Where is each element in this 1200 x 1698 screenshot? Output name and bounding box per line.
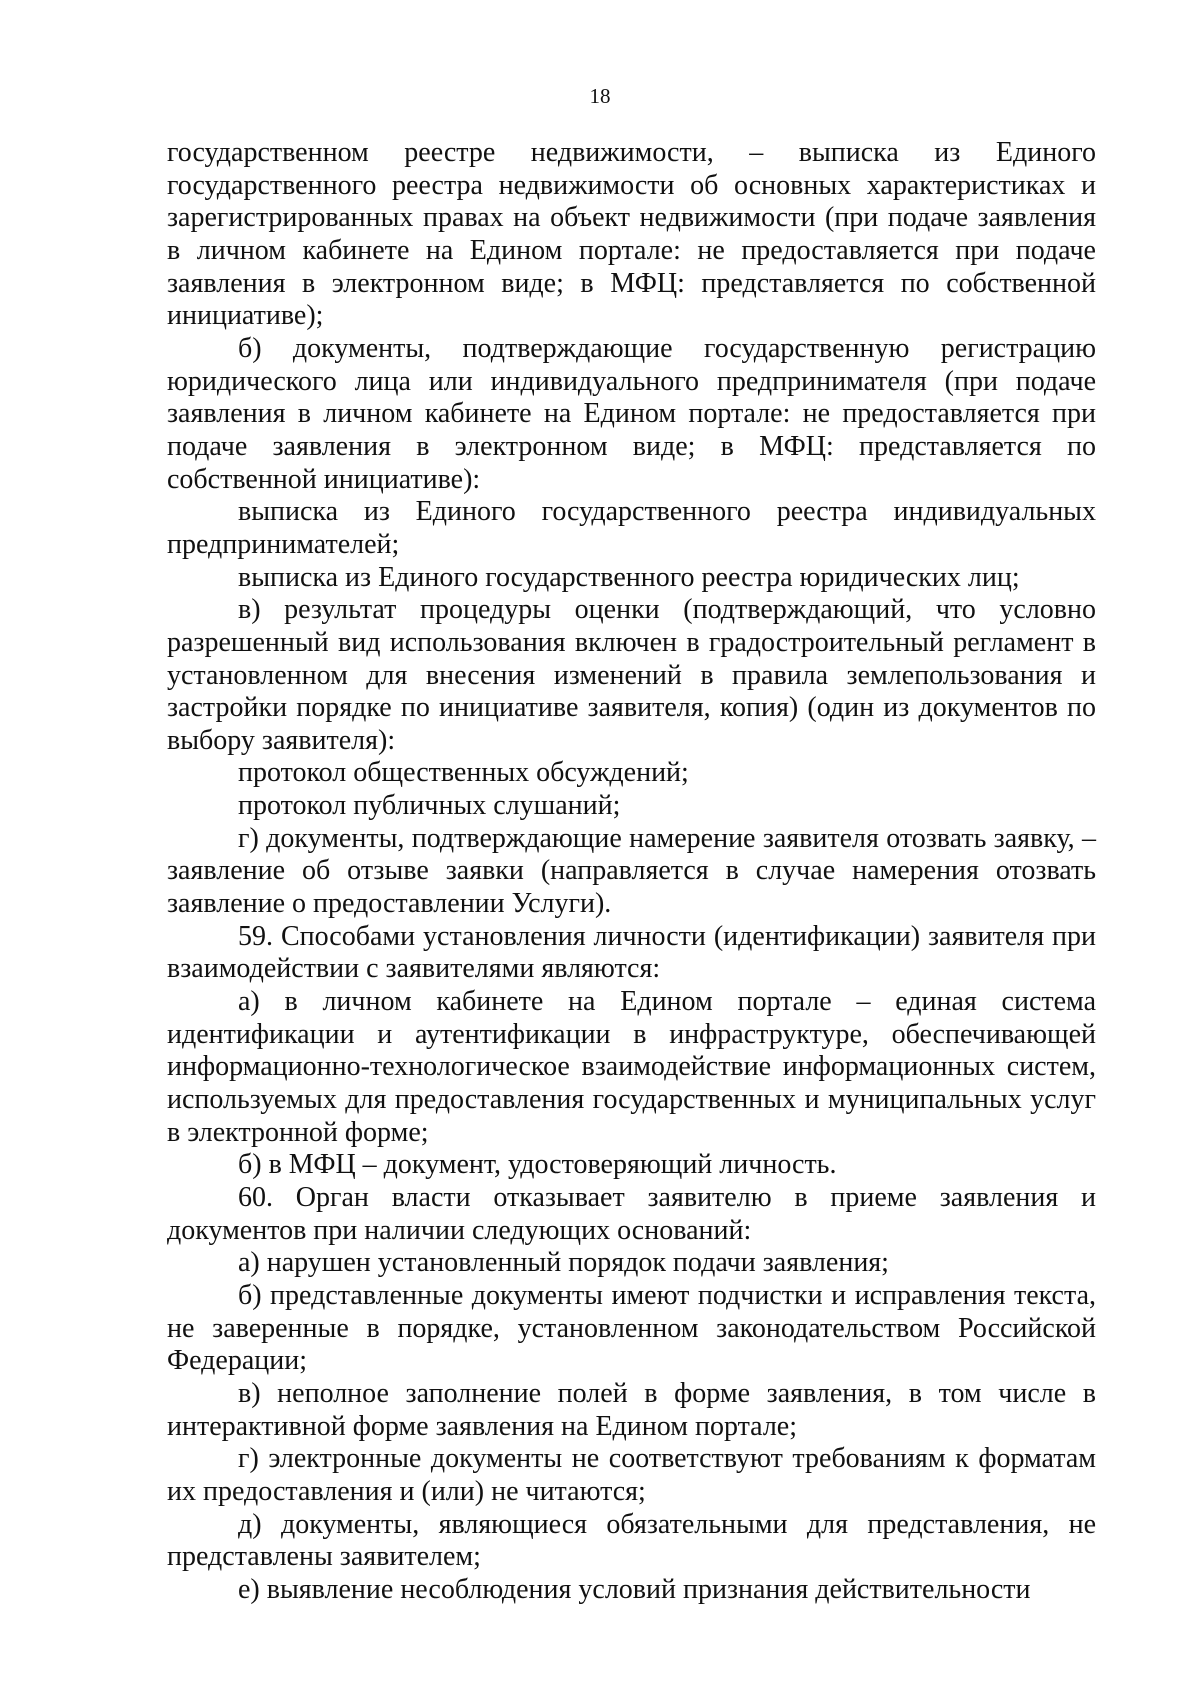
document-body	[167, 137, 1096, 1607]
paragraph-a-personal-account: а) в личном кабинете на Едином портале – единая система идентификации и аутентификации в инфраструктуре, обеспечивающей информационно-технологическое взаимодействие информационных систем, используемых для предоставления государственных и муниципальных услуг в электронной форме;	[167, 986, 1096, 1148]
paragraph-v-assessment-result: в) результат процедуры оценки (подтверждающий, что условно разрешенный вид использования включен в градостроительный регламент в установленном для внесения изменений в правила землепользования и застройки порядке по инициативе заявителя, копия) (один из документов по выбору заявителя):	[167, 594, 1096, 756]
paragraph-g-format-requirements: г) электронные документы не соответствуют требованиям к форматам их предоставления и (или) не читаются;	[167, 1443, 1096, 1507]
paragraph-v-incomplete-fields: в) неполное заполнение полей в форме заявления, в том числе в интерактивной форме заявления на Едином портале;	[167, 1377, 1096, 1442]
paragraph-egrul-extract: выписка из Единого государственного реестра юридических лиц;	[238, 561, 1020, 593]
paragraph-public-hearing-protocol: протокол публичных слушаний;	[238, 790, 621, 822]
paragraph-b-registration-docs: б) документы, подтверждающие государственную регистрацию юридического лица или индивидуального предпринимателя (при подаче заявления в личном кабинете на Едином портале: не предоставляется при подаче заявления в электронном виде; в МФЦ: представляется по собственной инициативе):	[167, 332, 1096, 495]
paragraph-g-withdrawal-docs: г) документы, подтверждающие намерение заявителя отозвать заявку, – заявление об отзыве заявки (направляется в случае намерения отозвать заявление о предоставлении Услуги).	[167, 822, 1096, 920]
paragraph-egrip-extract: выписка из Единого государственного реестра индивидуальных предпринимателей;	[167, 496, 1096, 560]
paragraph-b-erasures: б) представленные документы имеют подчистки и исправления текста, не заверенные в порядке, установленном законодательством Российской Федерации;	[167, 1279, 1096, 1377]
paragraph-59-identification: 59. Способами установления личности (идентификации) заявителя при взаимодействии с заявителями являются:	[167, 920, 1096, 985]
paragraph-60-refusal-grounds: 60. Орган власти отказывает заявителю в приеме заявления и документов при наличии следующих оснований:	[167, 1182, 1096, 1246]
paragraph-a-procedure-violated: а) нарушен установленный порядок подачи заявления;	[238, 1247, 889, 1279]
paragraph-public-discussion-protocol: протокол общественных обсуждений;	[238, 757, 689, 789]
paragraph-d-mandatory-docs: д) документы, являющиеся обязательными для представления, не представлены заявителем;	[167, 1508, 1096, 1573]
page-number: 18	[589, 84, 611, 108]
paragraph-b-mfc-identity: б) в МФЦ – документ, удостоверяющий личность.	[238, 1149, 837, 1181]
paragraph-e-validity-conditions: е) выявление несоблюдения условий признания действительности	[238, 1573, 1031, 1605]
paragraph-egrn-extract: государственном реестре недвижимости, – выписка из Единого государственного реестра недвижимости об основных характеристиках и зарегистрированных правах на объект недвижимости (при подаче заявления в личном кабинете на Едином портале: не предоставляется при подаче заявления в электронном виде; в МФЦ: представляется по собственной инициативе);	[167, 137, 1096, 332]
